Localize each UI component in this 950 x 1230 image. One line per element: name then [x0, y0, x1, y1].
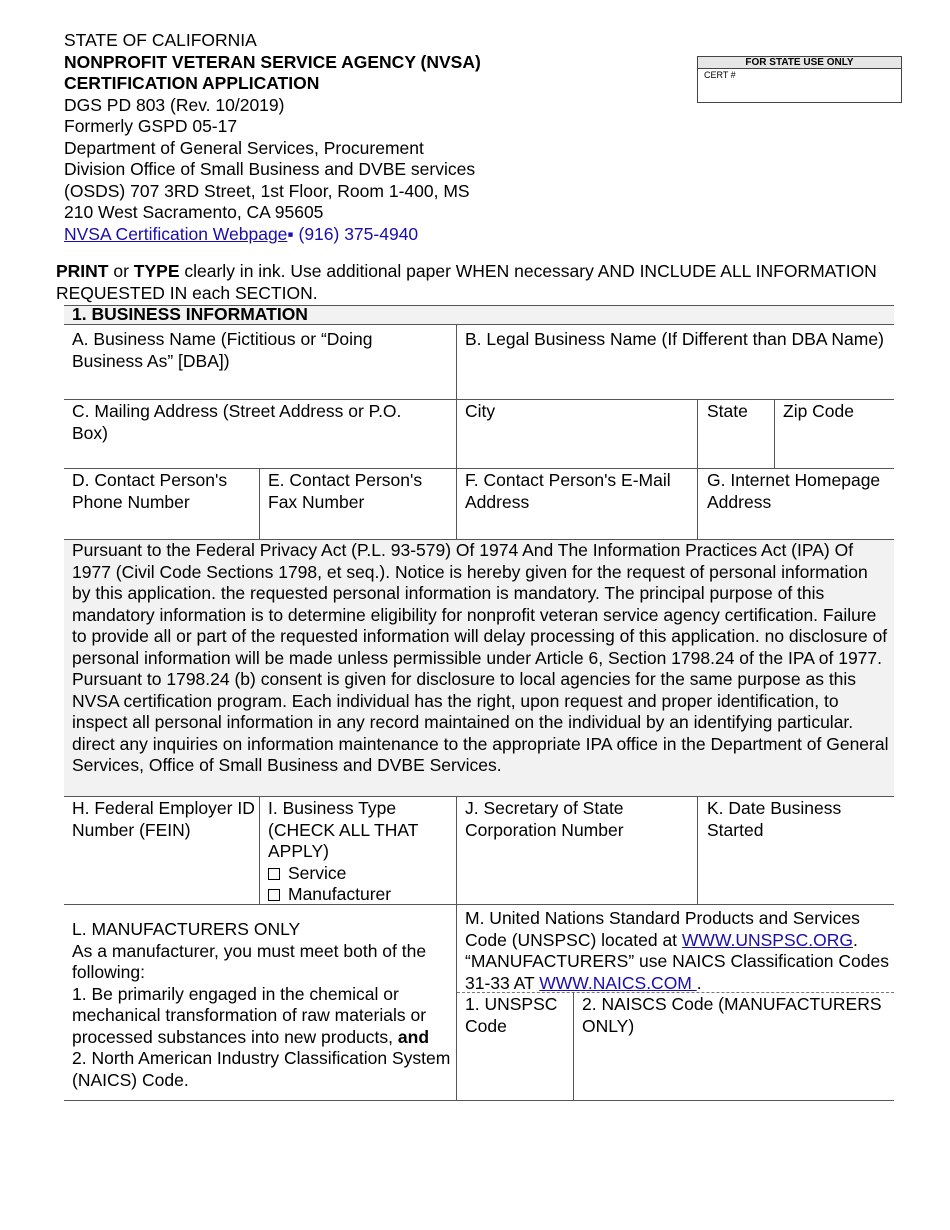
rule [259, 468, 260, 539]
contact-fax-field[interactable]: E. Contact Person's Fax Number [268, 470, 423, 512]
naics-code-field[interactable]: 2. NAISCS Code (MANUFACTURERS ONLY) [582, 994, 882, 1036]
address-line1: Department of General Services, Procurement [64, 137, 424, 158]
legal-business-name-field[interactable]: B. Legal Business Name (If Different than DBA Name) [465, 329, 884, 349]
manufacturers-only-block [72, 919, 452, 1091]
state-use-box [697, 56, 902, 103]
manufacturer-checkbox[interactable] [268, 889, 280, 901]
instr-or: or [108, 261, 134, 281]
form-header [64, 30, 481, 245]
rule [774, 399, 775, 468]
zip-code-field[interactable]: Zip Code [783, 401, 855, 421]
unspsc-code-field[interactable]: 1. UNSPSC Code [465, 994, 558, 1036]
homepage-address-field[interactable]: G. Internet Homepage Address [707, 470, 881, 512]
service-checkbox[interactable] [268, 868, 280, 880]
instructions [56, 261, 896, 304]
instr-type: TYPE [133, 261, 180, 281]
rule [64, 468, 894, 469]
rule [456, 796, 457, 1100]
rule [64, 796, 894, 797]
nvsa-webpage-link[interactable]: NVSA Certification Webpage [64, 223, 288, 244]
unspsc-link[interactable]: WWW.UNSPSC.ORG [681, 929, 854, 950]
instr-rest: clearly in ink. Use additional paper WHEN necessary AND INCLUDE ALL INFORMATION REQUESTED IN each SECTION. [56, 261, 877, 303]
address-line3: (OSDS) 707 3RD Street, 1st Floor, Room 1-400, MS [64, 180, 470, 201]
fein-field[interactable]: H. Federal Employer ID Number (FEIN) [72, 798, 255, 840]
state-use-title: FOR STATE USE ONLY [698, 57, 901, 69]
service-option[interactable] [268, 863, 453, 885]
manufacturers-intro: As a manufacturer, you must meet both of the following: [72, 940, 427, 982]
manufacturers-req-2: 2. North American Industry Classification System (NAICS) Code. [72, 1048, 451, 1090]
manufacturer-option[interactable] [268, 884, 453, 906]
and-text: and [397, 1026, 430, 1047]
manufacturers-only-title: L. MANUFACTURERS ONLY [72, 919, 301, 939]
contact-phone-field[interactable]: D. Contact Person's Phone Number [72, 470, 228, 512]
contact-email-field[interactable]: F. Contact Person's E-Mail Address [465, 470, 671, 512]
state-name: STATE OF CALIFORNIA [64, 30, 257, 50]
rule [259, 796, 260, 904]
rule [697, 399, 698, 539]
business-type-label: I. Business Type (CHECK ALL THAT APPLY) [268, 798, 419, 861]
formerly: Formerly GSPD 05-17 [64, 116, 238, 136]
contact-line [64, 224, 481, 246]
instr-print: PRINT [56, 261, 109, 281]
business-type-group [268, 798, 453, 906]
mailing-address-field[interactable]: C. Mailing Address (Street Address or P.O. Box) [72, 401, 402, 443]
rule [456, 324, 457, 539]
sos-corporation-number-field[interactable]: J. Secretary of State Corporation Number [465, 798, 624, 840]
cert-number-label: CERT # [704, 70, 736, 80]
form-number: DGS PD 803 (Rev. 10/2019) [64, 94, 285, 115]
date-business-started-field[interactable]: K. Date Business Started [707, 798, 842, 840]
state-field[interactable]: State [707, 401, 748, 421]
manufacturer-label: Manufacturer [288, 884, 392, 904]
phone-number: ▪ (916) 375-4940 [287, 223, 419, 244]
rule [64, 399, 894, 400]
manufacturers-req-1: 1. Be primarily engaged in the chemical or mechanical transformation of raw materials or processed substances into new products, and [72, 983, 430, 1047]
form-title-line1: NONPROFIT VETERAN SERVICE AGENCY (NVSA) [64, 51, 481, 72]
rule [64, 904, 894, 905]
naics-link[interactable]: WWW.NAICS.COM [539, 972, 697, 993]
form-title-line2: CERTIFICATION APPLICATION [64, 73, 320, 93]
rule [573, 992, 574, 1100]
privacy-notice: Pursuant to the Federal Privacy Act (P.L. 93-579) Of 1974 And The Information Practices Act (IPA) Of 1977 (Civil Code Sections 1798, et seq.). Notice is hereby given for the request of personal information by this application. the requested personal information is mandatory. The principal purpose of this mandatory information is to determine eligibility for nonprofit veteran service agency certification. Failure to provide all or part of the requested information will delay processing of this application. no disclosure of personal information will be made unless permissible under Article 6, Section 1798.24 of the IPA of 1977. Pursuant to 1798.24 (b) consent is given for disclosure to local agencies for the same purpose as this NVSA certification program. Each individual has the right, upon request and proper identification, to inspect all personal information in any record maintained on the individual by an identifying particular. direct any inquiries on information maintenance to the appropriate IPA office in the Department of General Services, Office of Small Business and DVBE Services. [72, 540, 889, 775]
rule [697, 796, 698, 904]
address-line4: 210 West Sacramento, CA 95605 [64, 202, 324, 222]
unspsc-info: M. United Nations Standard Products and Services Code (UNSPSC) located at WWW.UNSPSC.ORG. “MANUFACTURERS” use NAICS Classification Codes 31-33 AT WWW.NAICS.COM . [465, 908, 889, 993]
city-field[interactable]: City [465, 401, 496, 421]
address-line2: Division Office of Small Business and DVBE services [64, 159, 476, 179]
business-name-field[interactable]: A. Business Name (Fictitious or “Doing Business As” [DBA]) [72, 329, 373, 371]
section-title: 1. BUSINESS INFORMATION [72, 304, 308, 324]
service-label: Service [288, 862, 347, 883]
rule [64, 1100, 894, 1101]
